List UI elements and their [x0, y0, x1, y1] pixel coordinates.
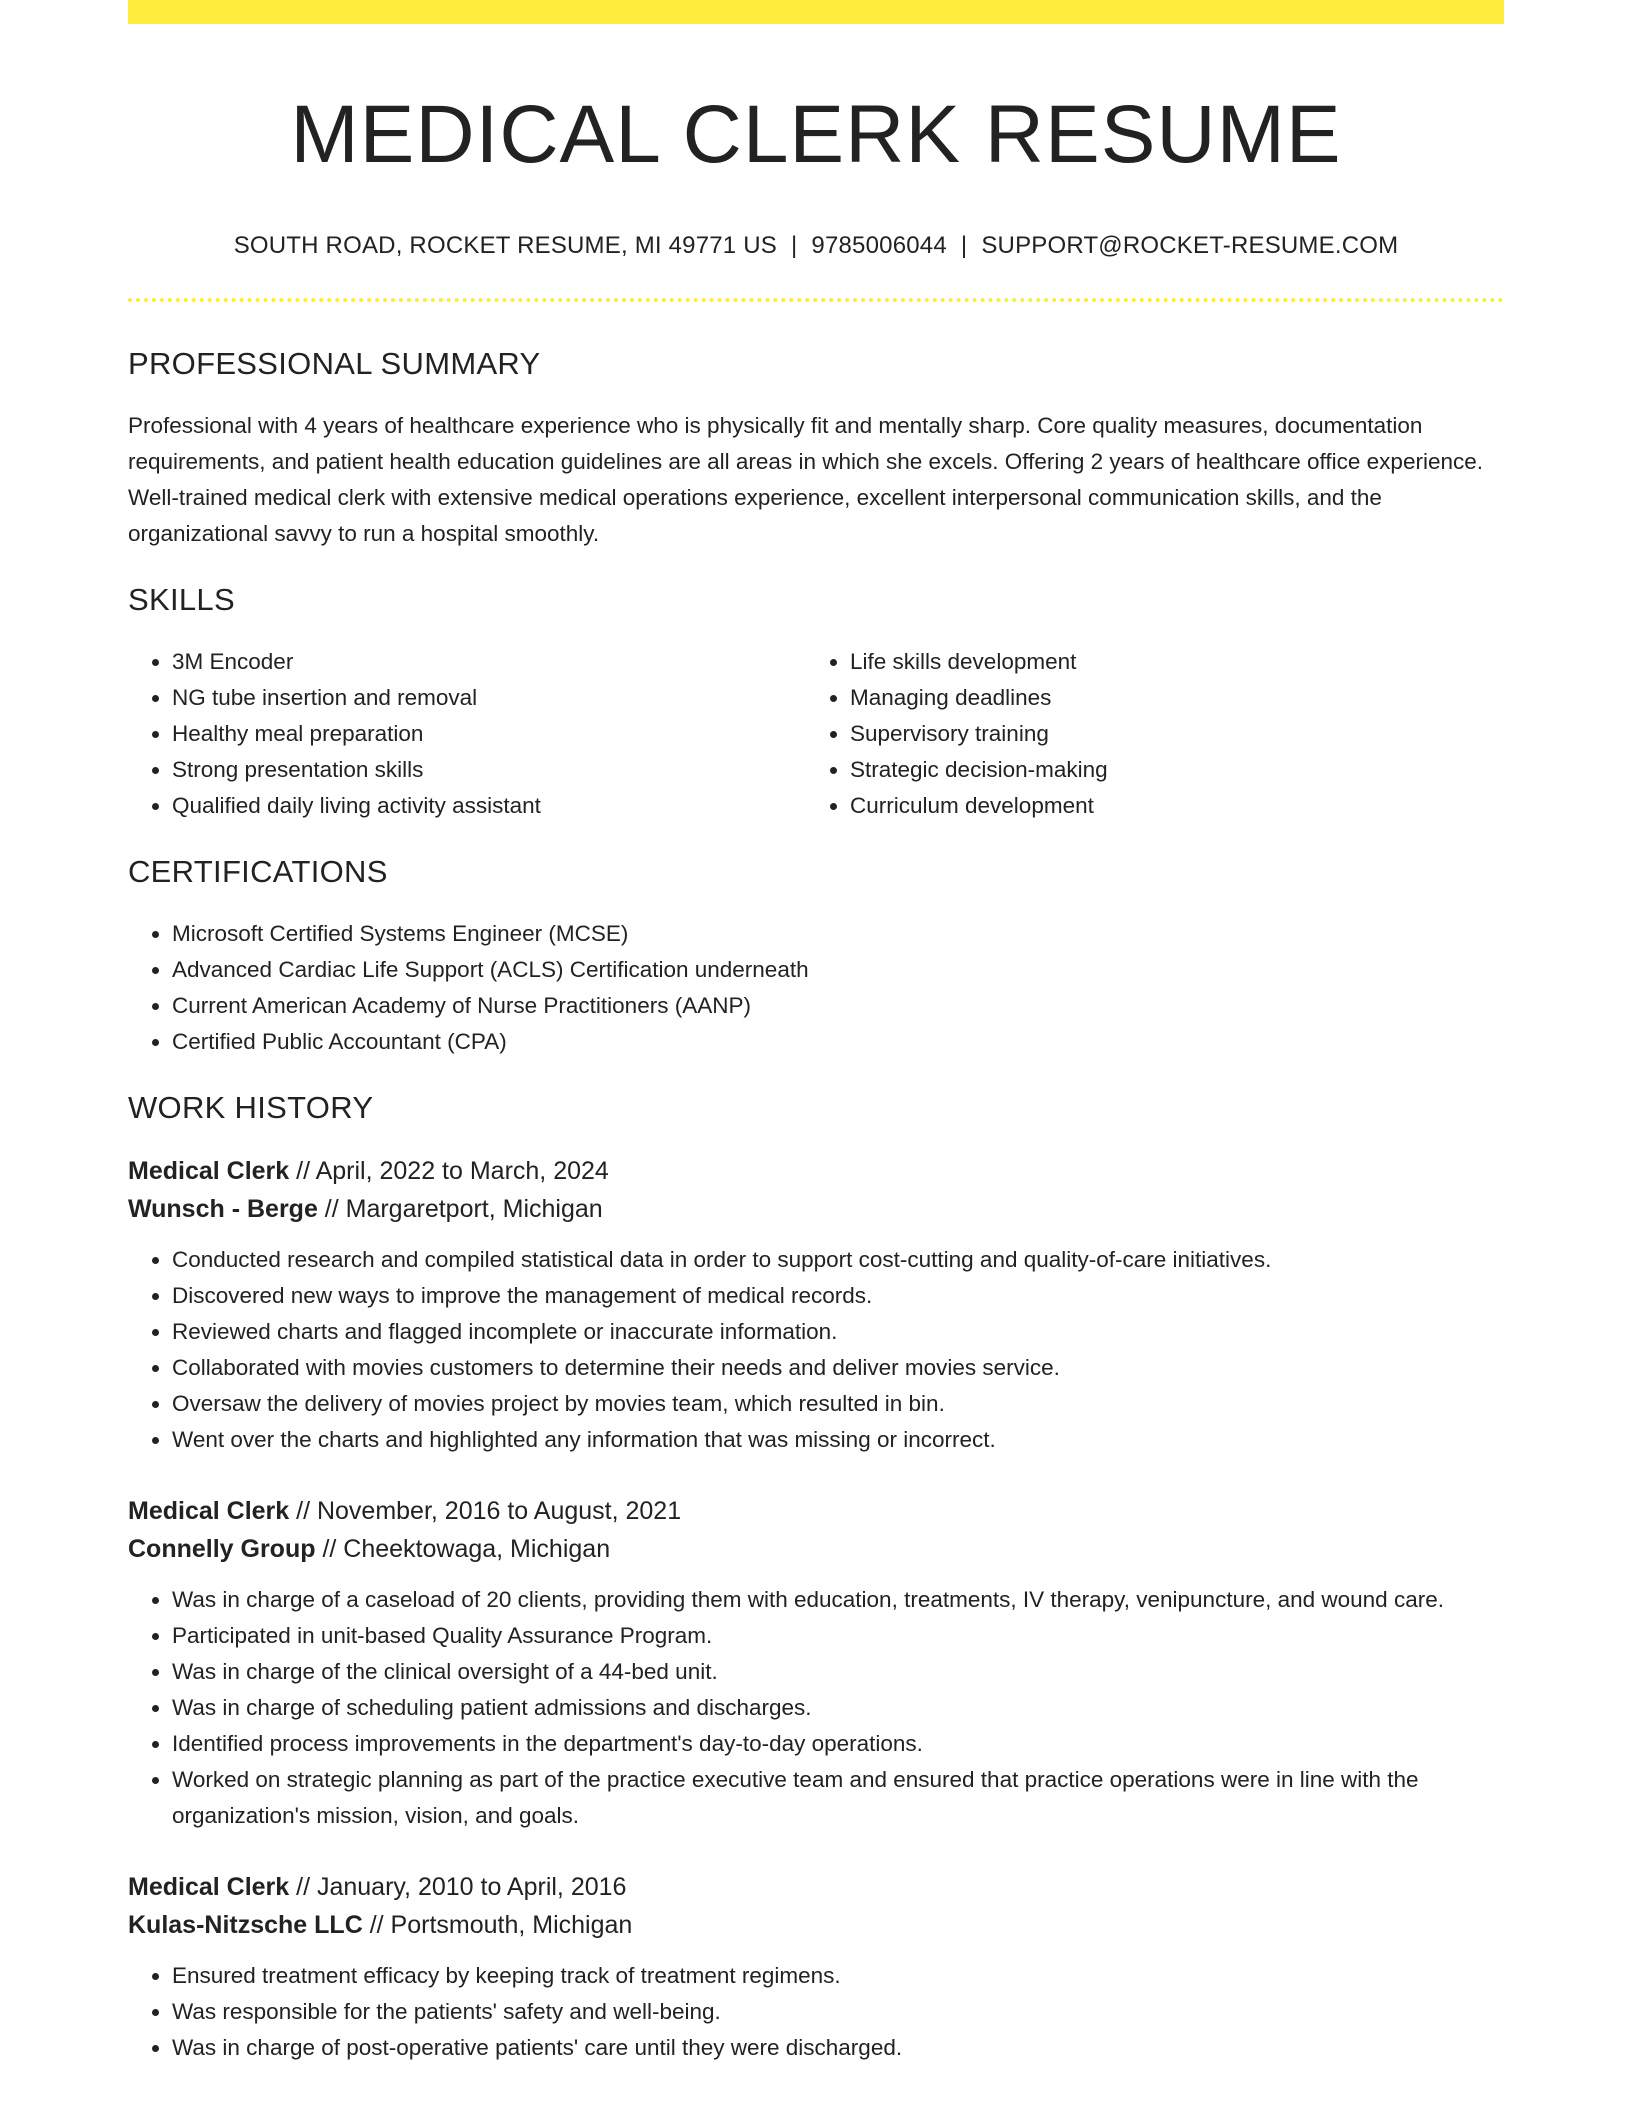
job-duty-item: • Participated in unit-based Quality Assurance Program. — [172, 1618, 1504, 1654]
certifications-list-wrap — [128, 916, 1504, 1060]
job-title-line — [128, 1492, 1504, 1530]
job-company: Wunsch - Berge — [128, 1195, 318, 1224]
skills-column-left — [128, 644, 806, 824]
job-location: // Cheektowaga, Michigan — [315, 1535, 611, 1564]
summary-heading: PROFESSIONAL SUMMARY — [128, 346, 541, 382]
job-duty-item: • Was in charge of post-operative patients' care until they were discharged. — [172, 2030, 1504, 2066]
skill-item: • Supervisory training — [850, 716, 1484, 752]
job-title: Medical Clerk — [128, 1873, 290, 1902]
job-duty-item: • Ensured treatment efficacy by keeping track of treatment regimens. — [172, 1958, 1504, 1994]
job-duty-item: • Was in charge of the clinical oversight of a 44-bed unit. — [172, 1654, 1504, 1690]
job-duties-list — [128, 1582, 1504, 1834]
accent-top-bar — [128, 0, 1504, 24]
job-dates: // January, 2010 to April, 2016 — [289, 1873, 627, 1902]
resume-title: MEDICAL CLERK RESUME — [290, 89, 1342, 180]
job-dates: // April, 2022 to March, 2024 — [289, 1157, 609, 1186]
job-duty-item: • Reviewed charts and flagged incomplete or inaccurate information. — [172, 1314, 1504, 1350]
job-company: Kulas-Nitzsche LLC — [128, 1911, 363, 1940]
job-duty-item: • Collaborated with movies customers to determine their needs and deliver movies service. — [172, 1350, 1504, 1386]
job-duty-item: • Worked on strategic planning as part of the practice executive team and ensured that practice operations were in line with the organization's mission, vision, and goals. — [172, 1762, 1504, 1834]
job-title: Medical Clerk — [128, 1157, 290, 1186]
contact-address: SOUTH ROAD, ROCKET RESUME, MI 49771 US — [233, 232, 777, 260]
job-location: // Margaretport, Michigan — [317, 1195, 603, 1224]
job-duty-item: • Was responsible for the patients' safety and well-being. — [172, 1994, 1504, 2030]
resume-page — [128, 0, 1504, 2066]
skill-item: • Healthy meal preparation — [172, 716, 806, 752]
contact-phone: 9785006044 — [811, 232, 947, 260]
job-duties-list — [128, 1958, 1504, 2066]
summary-text: Professional with 4 years of healthcare experience who is physically fit and mentally sharp. Core quality measures, documentation requirements, and patient health education guidelines are all areas in which she excels. Offering 2 years of healthcare office experience. Well-trained medical clerk with extensive medical operations experience, excellent interpersonal communication skills, and the organizational savvy to run a hospital smoothly. — [128, 413, 1483, 547]
job-location: // Portsmouth, Michigan — [362, 1911, 633, 1940]
contact-email: SUPPORT@ROCKET-RESUME.COM — [981, 232, 1399, 260]
job-duty-item: • Discovered new ways to improve the management of medical records. — [172, 1278, 1504, 1314]
job-dates: // November, 2016 to August, 2021 — [289, 1497, 682, 1526]
certifications-list — [128, 916, 1504, 1060]
skill-item: • Strategic decision-making — [850, 752, 1484, 788]
skills-heading: SKILLS — [128, 582, 235, 618]
job-duty-item: • Conducted research and compiled statistical data in order to support cost-cutting and quality-of-care initiatives. — [172, 1242, 1504, 1278]
contact-line — [128, 232, 1504, 260]
job-title-line — [128, 1152, 1504, 1190]
job-title: Medical Clerk — [128, 1497, 290, 1526]
skills-list-left — [128, 644, 806, 824]
skill-item: • Qualified daily living activity assistant — [172, 788, 806, 824]
job-company-line — [128, 1906, 1504, 1944]
certification-item: • Current American Academy of Nurse Practitioners (AANP) — [172, 988, 1504, 1024]
job-company-line — [128, 1190, 1504, 1228]
job-duties-list — [128, 1242, 1504, 1458]
job-duty-item: • Oversaw the delivery of movies project by movies team, which resulted in bin. — [172, 1386, 1504, 1422]
skill-item: • Curriculum development — [850, 788, 1484, 824]
job-entry — [128, 1868, 1504, 2066]
skill-item: • Managing deadlines — [850, 680, 1484, 716]
job-duty-item: • Was in charge of scheduling patient admissions and discharges. — [172, 1690, 1504, 1726]
job-duty-item: • Went over the charts and highlighted any information that was missing or incorrect. — [172, 1422, 1504, 1458]
certification-item: • Microsoft Certified Systems Engineer (MCSE) — [172, 916, 1504, 952]
contact-separator: | — [960, 232, 968, 260]
job-entry — [128, 1492, 1504, 1834]
certification-item: • Certified Public Accountant (CPA) — [172, 1024, 1504, 1060]
job-entry — [128, 1152, 1504, 1458]
certification-item: • Advanced Cardiac Life Support (ACLS) Certification underneath — [172, 952, 1504, 988]
skill-item: • Strong presentation skills — [172, 752, 806, 788]
job-company-line — [128, 1530, 1504, 1568]
job-duty-item: • Was in charge of a caseload of 20 clients, providing them with education, treatments, IV therapy, venipuncture, and wound care. — [172, 1582, 1504, 1618]
skill-item: • Life skills development — [850, 644, 1484, 680]
dotted-divider — [128, 298, 1504, 302]
skills-columns — [128, 644, 1504, 824]
job-title-line — [128, 1868, 1504, 1906]
skill-item: • 3M Encoder — [172, 644, 806, 680]
job-company: Connelly Group — [128, 1535, 316, 1564]
skills-column-right — [806, 644, 1484, 824]
skill-item: • NG tube insertion and removal — [172, 680, 806, 716]
skills-list-right — [806, 644, 1484, 824]
job-duty-item: • Identified process improvements in the department's day-to-day operations. — [172, 1726, 1504, 1762]
work-history-heading: WORK HISTORY — [128, 1090, 374, 1126]
contact-separator: | — [790, 232, 798, 260]
certifications-heading: CERTIFICATIONS — [128, 854, 388, 890]
